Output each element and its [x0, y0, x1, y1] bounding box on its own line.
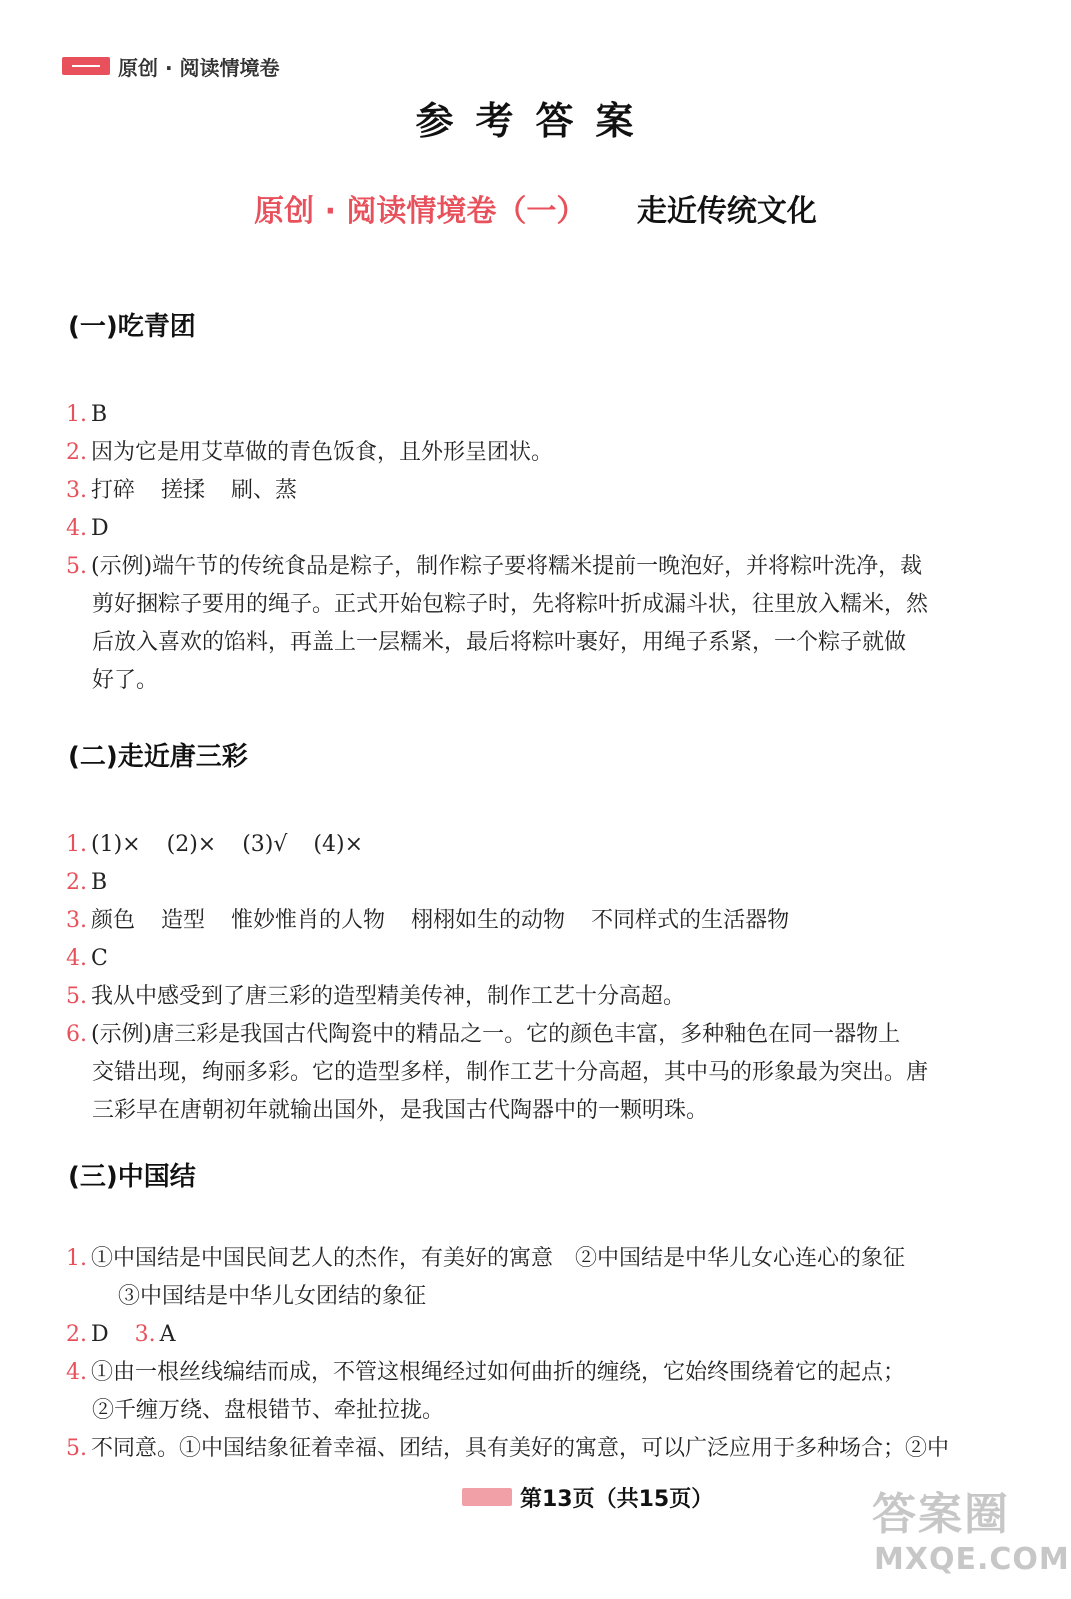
- answer-number: 2.: [66, 870, 87, 895]
- answer-text: 我从中感受到了唐三彩的造型精美传神，制作工艺十分高超。: [91, 984, 686, 1009]
- answer-continuation: 三彩早在唐朝初年就输出国外，是我国古代陶器中的一颗明珠。: [92, 1098, 709, 1123]
- answer-number: 5.: [66, 1436, 87, 1461]
- answer-text: C: [91, 946, 108, 971]
- answer-line: [66, 826, 363, 864]
- watermark-text: 答案圈: [872, 1489, 1010, 1540]
- answer-number: 5.: [66, 554, 87, 579]
- answer-line: [66, 548, 922, 586]
- answer-number: 3.: [134, 1322, 156, 1347]
- answer-part: 不同样式的生活器物: [591, 908, 790, 933]
- answer-text: (示例)唐三彩是我国古代陶瓷中的精品之一。它的颜色丰富，多种釉色在同一器物上: [91, 1022, 901, 1047]
- answer-part: 颜色: [91, 908, 136, 933]
- answer-part: 栩栩如生的动物: [411, 908, 566, 933]
- answer-number: 3.: [66, 478, 87, 503]
- answer-text: 因为它是用艾草做的青色饭食，且外形呈团状。: [91, 440, 554, 465]
- answer-line: [66, 472, 297, 510]
- section-heading-3: (三)中国结: [68, 1162, 196, 1192]
- watermark-url: MXQE.COM: [874, 1542, 1070, 1577]
- answer-line: [66, 1430, 949, 1468]
- answer-part: (3)√: [242, 832, 288, 857]
- answer-continuation: 剪好捆粽子要用的绳子。正式开始包粽子时，先将粽叶折成漏斗状，往里放入糯米，然: [92, 592, 929, 617]
- answer-text: B: [91, 402, 108, 427]
- answer-number: 1.: [66, 832, 87, 857]
- answer-continuation: 好了。: [92, 668, 159, 693]
- answer-number: 1.: [66, 1246, 87, 1271]
- answer-text: D: [91, 516, 109, 541]
- answer-continuation: 交错出现，绚丽多彩。它的造型多样，制作工艺十分高超，其中马的形象最为突出。唐: [92, 1060, 929, 1085]
- watermark-logo: [862, 1478, 1070, 1588]
- answer-number: 3.: [66, 908, 87, 933]
- answer-continuation: ②千缠万绕、盘根错节、牵扯拉拢。: [92, 1398, 445, 1423]
- answer-text: A: [159, 1322, 176, 1347]
- answer-line: [66, 1016, 900, 1054]
- page-number: 第13页（共15页）: [520, 1487, 714, 1512]
- answer-part: 刷、蒸: [231, 478, 298, 503]
- answer-line: [66, 396, 107, 434]
- answer-text: B: [91, 870, 108, 895]
- answer-line: [66, 978, 685, 1016]
- answer-line: [66, 510, 109, 548]
- answer-part: (4)×: [313, 832, 364, 857]
- footer-logo-badge: [462, 1488, 512, 1506]
- series-label: 原创 · 阅读情境卷: [118, 56, 280, 80]
- page-title: 参考答案: [415, 99, 656, 143]
- answer-line: [66, 902, 789, 940]
- answer-part: 打碎: [91, 478, 136, 503]
- answer-part: (1)×: [91, 832, 141, 857]
- answer-number: 4.: [66, 946, 87, 971]
- answer-text: (示例)端午节的传统食品是粽子，制作粽子要将糯米提前一晚泡好，并将粽叶洗净，裁: [91, 554, 923, 579]
- answer-text: ①中国结是中国民间艺人的杰作，有美好的寓意 ②中国结是中华儿女心连心的象征: [91, 1246, 906, 1271]
- answer-line: [66, 1240, 905, 1278]
- answer-part: 造型: [161, 908, 206, 933]
- answer-continuation: ③中国结是中华儿女团结的象征: [118, 1284, 427, 1309]
- answer-line: [66, 864, 107, 902]
- answer-number: 4.: [66, 516, 87, 541]
- answer-line: [66, 1316, 176, 1354]
- unit-title-theme: 走近传统文化: [636, 194, 817, 229]
- answer-number: 6.: [66, 1022, 87, 1047]
- unit-title-series: 原创 · 阅读情境卷（一）: [254, 194, 587, 229]
- answer-number: 2.: [66, 1322, 87, 1347]
- answer-part: 惟妙惟肖的人物: [231, 908, 386, 933]
- answer-part: 搓揉: [161, 478, 206, 503]
- answer-part: (2)×: [166, 832, 217, 857]
- answer-continuation: 后放入喜欢的馅料，再盖上一层糯米，最后将粽叶裹好，用绳子系紧，一个粽子就做: [92, 630, 907, 655]
- brand-logo-badge: [62, 57, 110, 75]
- answer-line: [66, 434, 553, 472]
- answer-number: 2.: [66, 440, 87, 465]
- answer-text: 不同意。①中国结象征着幸福、团结，具有美好的寓意，可以广泛应用于多种场合；②中: [91, 1436, 950, 1461]
- section-heading-2: (二)走近唐三彩: [68, 742, 248, 772]
- answer-number: 5.: [66, 984, 87, 1009]
- answer-line: [66, 940, 108, 978]
- section-heading-1: (一)吃青团: [68, 312, 196, 342]
- answer-line: [66, 1354, 905, 1392]
- answer-number: 1.: [66, 402, 87, 427]
- unit-title: [0, 186, 1071, 230]
- answer-number: 4.: [66, 1360, 87, 1385]
- answer-text: D: [91, 1322, 109, 1347]
- answer-text: ①由一根丝线编结而成，不管这根绳经过如何曲折的缠绕，它始终围绕着它的起点；: [91, 1360, 906, 1385]
